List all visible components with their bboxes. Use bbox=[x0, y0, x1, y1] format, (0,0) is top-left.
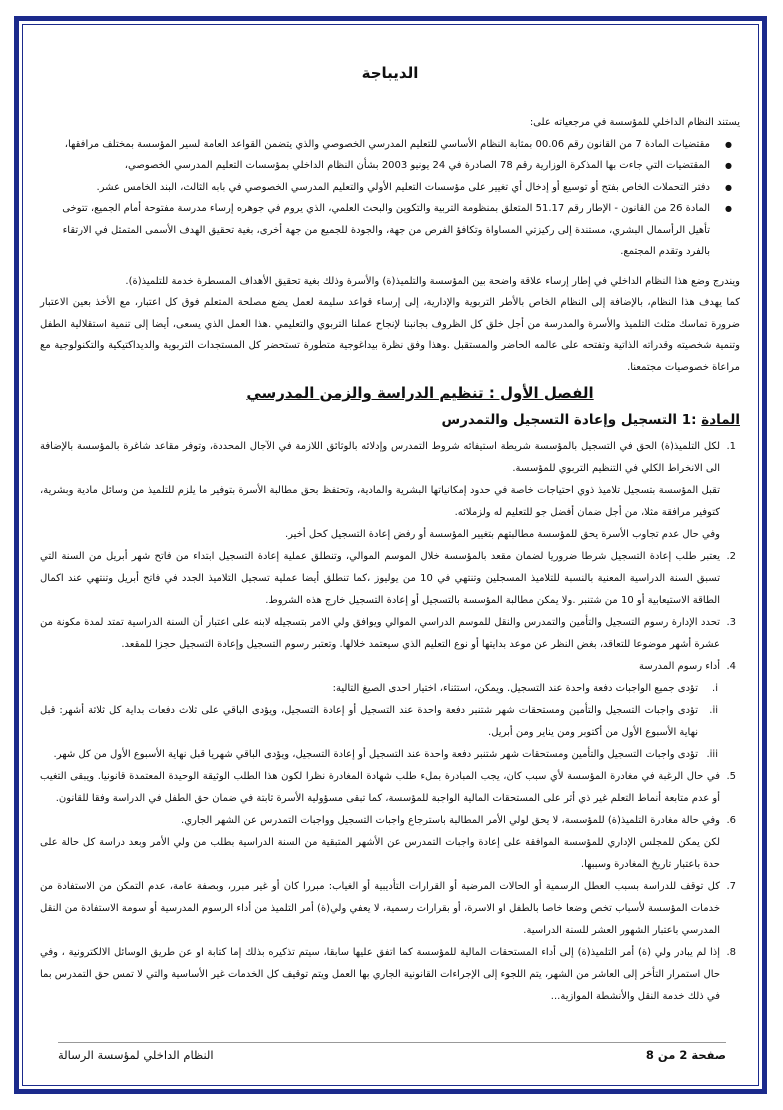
document-page bbox=[40, 58, 740, 1068]
item-continuation: وفي حال عدم تجاوب الأسرة يحق للمؤسسة مطالبتهم بتغيير المؤسسة أو رفض إعادة التسجيل كحل أخير. bbox=[284, 529, 720, 540]
item-text: أداء رسوم المدرسة bbox=[638, 661, 720, 672]
numbered-item bbox=[40, 810, 740, 832]
footer-school-name: النظام الداخلي لمؤسسة الرسالة bbox=[58, 1048, 214, 1062]
roman-text: تؤدى واجبات التسجيل والتأمين ومستحقات شهر شتنبر دفعة واحدة عند التسجيل أو إعادة التسجيل، ويؤدى الباقي شهريا قبل نهاية الأسبوع الأول من كل شهر. bbox=[53, 749, 698, 760]
chapter-heading: الفصل الأول : تنظيم الدراسة والزمن المدرسي bbox=[246, 384, 594, 402]
reference-list bbox=[40, 134, 740, 263]
article-title: :1 التسجيل وإعادة التسجيل والتمدرس bbox=[441, 412, 702, 428]
bullet-item: ● المقتضيات التي جاءت بها المذكرة الوزارية رقم 78 الصادرة في 24 يونيو 2003 بشأن النظام الداخلي بمؤسسات التعليم المدرسي الخصوصي، bbox=[40, 155, 740, 177]
roman-text: تؤدى جميع الواجبات دفعة واحدة عند التسجيل. ويمكن، استثناء، اختيار احدى الصيغ التالية: bbox=[332, 683, 698, 694]
item-text: يعتبر طلب إعادة التسجيل شرطا ضروريا لضمان مقعد بالمؤسسة خلال الموسم الموالي، وتنطلق عملية إعادة التسجيل ابتداء من فاتح شهر أبريل من السنة التي تسبق السنة الدراسية المعنية بالنسبة للتلاميذ المسجلين وتنتهي في 10 من يوليوز ،كما تنطلق أيضا عملية تسجيل التلاميذ الجدد في فاتح أبريل وتنتهي عند اكمال الطاقة الاستيعابية أو 10 من شتنبر .ولا يمكن مطالبة المؤسسة بالتسجيل أو إعادة التسجيل خارج هذه الشروط. bbox=[40, 551, 720, 606]
bullet-item: ● المادة 26 من القانون - الإطار رقم 51.17 المتعلق بمنظومة التربية والتكوين والبحث العلمي، الذي يروم في جوهره إرساء مدرسة مفتوحة أمام الجميع، تتوخى تأهيل الرأسمال البشري، مستندة إلى ركيزتي المساواة وتكافؤ الفرص من جهة، والجودة للجميع من جهة أخرى، بغية تحقيق الهدف الأسمى المتمثل في الارتقاء بالفرد وتقدم المجتمع. bbox=[40, 198, 740, 263]
footer-divider bbox=[58, 1042, 726, 1043]
item-number: 6. bbox=[726, 815, 736, 826]
roman-number: iii. bbox=[706, 749, 718, 760]
roman-text: تؤدى واجبات التسجيل والتأمين ومستحقات شهر شتنبر دفعة واحدة عند التسجيل أو إعادة التسجيل، ويؤدى الباقي على ثلاث دفعات بداية كل ثلاثة أشهر: قبل نهاية الأسبوع الأول من أكتوبر ومن يناير ومن أبريل. bbox=[40, 705, 698, 738]
roman-item bbox=[40, 678, 740, 700]
intro-text: يستند النظام الداخلي للمؤسسة في مرجعياته على: bbox=[529, 117, 740, 128]
item-number: 5. bbox=[726, 771, 736, 782]
item-number: 2. bbox=[726, 551, 736, 562]
item-text: تحدد الإدارة رسوم التسجيل والتأمين والتمدرس والنقل للموسم الدراسي الموالي ويوافق ولي الامر بتسجيله لابنه على اعتبار أن السنة الدراسية تمتد لمدة مكونة من عشرة أشهر موضوعا للتعاقد، بغض النظر عن موعد بدايتها أو نوع التعليم الذي سيعتمد خلالها. وتعتبر رسوم التسجيل وإعادة التسجيل حجزا للمقعد. bbox=[40, 617, 720, 650]
page-number: صفحة 2 من 8 bbox=[645, 1048, 726, 1062]
numbered-item bbox=[40, 876, 740, 942]
item-text: إذا لم يبادر ولي (ة) أمر التلميذ(ة) إلى أداء المستحقات المالية للمؤسسة كما اتفق عليها سابقا، سيتم تذكيره بذلك إما كتابة او عن طريق الوسائل الالكترونية ، وفي حال استمرار التأخر إلى العاشر من الشهر، يتم اللجوء إلى الإجراءات القانونية الجاري بها العمل ويتم توقيف كل الخدمات غير الأساسية والتي لا تمس حق التمدرس بما في ذلك خدمة النقل والأنشطة الموازية... bbox=[40, 947, 720, 1002]
roman-item bbox=[40, 744, 740, 766]
bullet-item: ● دفتر التحملات الخاص بفتح أو توسيع أو إدخال أي تغيير على مؤسسات التعليم الأولي والتعليم المدرسي الخصوصي في بابه الثالث، البند الخامس عشر. bbox=[40, 177, 740, 199]
page-footer bbox=[58, 1048, 726, 1068]
bullet-item: ● مقتضيات المادة 7 من القانون رقم 00.06 بمثابة النظام الأساسي للتعليم المدرسي الخصوصي والذي يتضمن القواعد العامة لسير المؤسسة بمختلف مرافقها، bbox=[40, 134, 740, 156]
paragraph: كما يهدف هذا النظام، بالإضافة إلى النظام الخاص بالأطر التربوية والإدارية، إلى إرساء قواعد سليمة لعمل يضع مصلحة المتعلم فوق كل اعتبار، مع الأخذ بعين الاعتبار ضرورة تماسك مثلث التلميذ والأسرة والمدرسة من أجل خلق كل الظروف بجانبنا لإنجاح عملنا التربوي والتعليمي .هذا العمل الذي يسعى، أيضا إلى تنمية استقلالية الطفل وتنمية شخصيته وقدراته الذاتية وتفتحه على عالمه الحاضر والمستقبل .وهذا وفق نظرة بيداغوجية متطورة تستحضر كل المستجدات التربوية والديداكتيكية والتكنولوجية مع مراعاة خصوصيات مجتمعنا. bbox=[40, 297, 740, 373]
item-continuation: تقبل المؤسسة بتسجيل تلاميذ ذوي احتياجات خاصة في حدود إمكانياتها البشرية والمادية، وتحتفظ بحق مطالبة الأسرة بتوفير ما يلزم للتلميذ من وسائل مادية وبشرية، كتوفير مرافقة مثلا، من أجل ضمان أفضل جو للتعليم له ولزملائه. bbox=[40, 485, 720, 518]
roman-item bbox=[40, 700, 740, 744]
numbered-item bbox=[40, 546, 740, 612]
numbered-item bbox=[40, 436, 740, 480]
article-prefix: المادة bbox=[701, 412, 740, 428]
numbered-item bbox=[40, 766, 740, 810]
item-text: كل توقف للدراسة بسبب العطل الرسمية أو الحالات المرضية أو القرارات التأديبية أو الغياب: مبررا كان أو غير مبرر، وبصفة عامة، عدم التمكن من الاستفادة من خدمات المؤسسة لأسباب تخص وضعا خاصا بالطفل او الاسرة، أو بقرارات رسمية، لا يعفي ولي(ة) أمر التلميذ من أداء الرسوم المدرسية أو سومة الاستفادة من النقل المدرسي باعتبار الشهور العشر للسنة الدراسية. bbox=[40, 881, 720, 936]
item-text: في حال الرغبة في مغادرة المؤسسة لأي سبب كان، يجب المبادرة بملء طلب شهادة المغادرة نظرا لكون هذا الطلب الوثيقة الوحيدة المعتمدة قانونيا. ويبقى التغيب أو عدم متابعة أنماط التعلم غير ذي أثر على المستحقات المالية الواجبة للمؤسسة، كما تبقى مسؤولية الأسرة ثابتة في ضمان حق الطفل في الدراسة وفقا للقانون. bbox=[40, 771, 720, 804]
numbered-item bbox=[40, 656, 740, 678]
item-number: 8. bbox=[726, 947, 736, 958]
item-number: 4. bbox=[726, 661, 736, 672]
item-number: 7. bbox=[726, 881, 736, 892]
item-continuation: لكن يمكن للمجلس الإداري للمؤسسة الموافقة على إعادة واجبات التمدرس عن الأشهر المتبقية من السنة الدراسية بطلب من ولي الأمر وبعد دراسة كل حالة على حدة باعتبار تاريخ المغادرة وسببها. bbox=[40, 837, 720, 870]
numbered-item bbox=[40, 942, 740, 1008]
item-number: 1. bbox=[726, 441, 736, 452]
page-title: الديباجة bbox=[361, 64, 419, 82]
item-text: لكل التلميذ(ة) الحق في التسجيل بالمؤسسة شريطة استيفائه شروط التمدرس وإدلائه بالوثائق اللازمة في الآجال المحددة، وتوفر مقاعد شاغرة بالمؤسسة بالإضافة الى الانخراط الكلي في التنظيم التربوي للمؤسسة. bbox=[40, 441, 720, 474]
item-number: 3. bbox=[726, 617, 736, 628]
numbered-item bbox=[40, 612, 740, 656]
article-heading bbox=[40, 408, 740, 432]
roman-number: i. bbox=[712, 683, 718, 694]
roman-number: ii. bbox=[709, 705, 718, 716]
paragraph: ويندرج وضع هذا النظام الداخلي في إطار إرساء علاقة واضحة بين المؤسسة والتلميذ(ة) والأسرة وذلك بغية تحقيق الأهداف المسطرة خدمة للتلميذ(ة). bbox=[125, 275, 740, 287]
item-text: وفي حالة مغادرة التلميذ(ة) للمؤسسة، لا يحق لولي الأمر المطالبة باسترجاع واجبات التسجيل وواجبات التمدرس عن الشهر الجاري. bbox=[181, 815, 720, 826]
